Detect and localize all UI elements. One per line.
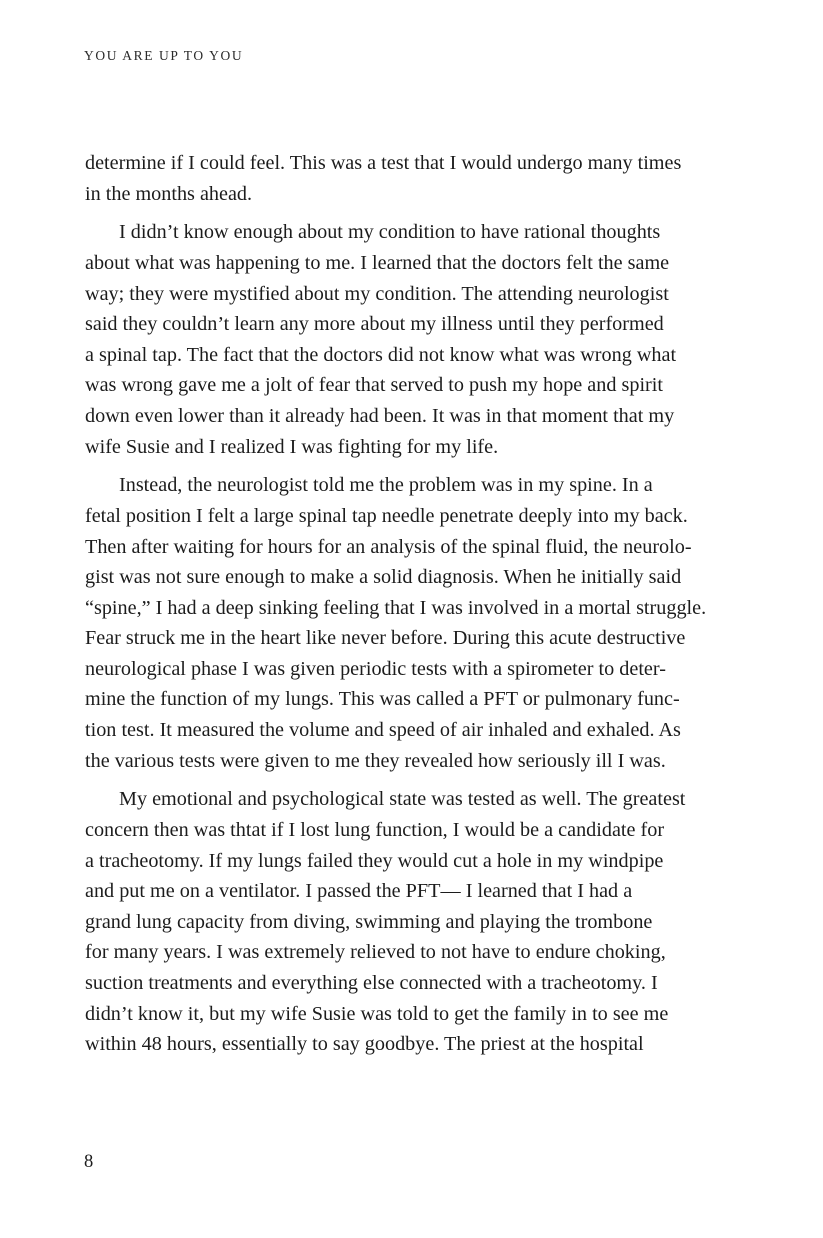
text-line: grand lung capacity from diving, swimming and playing the trombone: [85, 910, 653, 933]
text-line: “spine,” I had a deep sinking feeling that I was involved in a mortal struggle.: [85, 596, 707, 619]
text-line: a spinal tap. The fact that the doctors did not know what was wrong what: [85, 343, 677, 366]
text-line: mine the function of my lungs. This was called a PFT or pulmonary func-: [85, 688, 680, 711]
text-line: neurological phase I was given periodic tests with a spirometer to deter-: [85, 657, 666, 680]
text-line: wife Susie and I realized I was fighting for my life.: [85, 435, 499, 458]
text-line: tion test. It measured the volume and speed of air inhaled and exhaled. As: [85, 719, 681, 742]
text-line: Fear struck me in the heart like never before. During this acute destructive: [85, 627, 686, 650]
text-line: Instead, the neurologist told me the problem was in my spine. In a: [119, 474, 653, 497]
paragraph-2: [85, 217, 745, 462]
text-line: gist was not sure enough to make a solid diagnosis. When he initially said: [85, 566, 682, 589]
text-line: within 48 hours, essentially to say goodbye. The priest at the hospital: [85, 1033, 644, 1056]
text-line: for many years. I was extremely relieved to not have to endure choking,: [85, 941, 666, 964]
running-head: YOU ARE UP TO YOU: [84, 48, 244, 63]
text-line: the various tests were given to me they revealed how seriously ill I was.: [85, 749, 666, 772]
page-number: 8: [84, 1152, 94, 1172]
text-line: way; they were mystified about my condition. The attending neurologist: [85, 282, 669, 305]
text-line: didn’t know it, but my wife Susie was told to get the family in to see me: [85, 1002, 669, 1025]
text-line: Then after waiting for hours for an analysis of the spinal fluid, the neurolo-: [85, 535, 692, 558]
paragraph-4: [85, 784, 745, 1059]
text-line: about what was happening to me. I learned that the doctors felt the same: [85, 251, 670, 274]
text-line: determine if I could feel. This was a test that I would undergo many times: [85, 152, 682, 174]
text-line: suction treatments and everything else connected with a tracheotomy. I: [85, 972, 658, 994]
paragraph-1: [85, 148, 745, 209]
text-line: down even lower than it already had been. It was in that moment that my: [85, 404, 675, 427]
paragraph-3: [85, 470, 745, 776]
text-line: and put me on a ventilator. I passed the PFT— I learned that I had a: [85, 880, 633, 903]
text-line: a tracheotomy. If my lungs failed they would cut a hole in my windpipe: [85, 849, 664, 872]
text-line: in the months ahead.: [85, 182, 253, 205]
text-line: said they couldn’t learn any more about my illness until they performed: [85, 313, 664, 336]
body-text: [85, 148, 745, 1068]
text-line: was wrong gave me a jolt of fear that served to push my hope and spirit: [85, 374, 663, 397]
text-line: fetal position I felt a large spinal tap needle penetrate deeply into my back.: [85, 504, 688, 527]
text-line: My emotional and psychological state was tested as well. The greatest: [119, 788, 686, 811]
text-line: concern then was thtat if I lost lung function, I would be a candidate for: [85, 819, 665, 842]
text-line: I didn’t know enough about my condition to have rational thoughts: [119, 221, 661, 244]
